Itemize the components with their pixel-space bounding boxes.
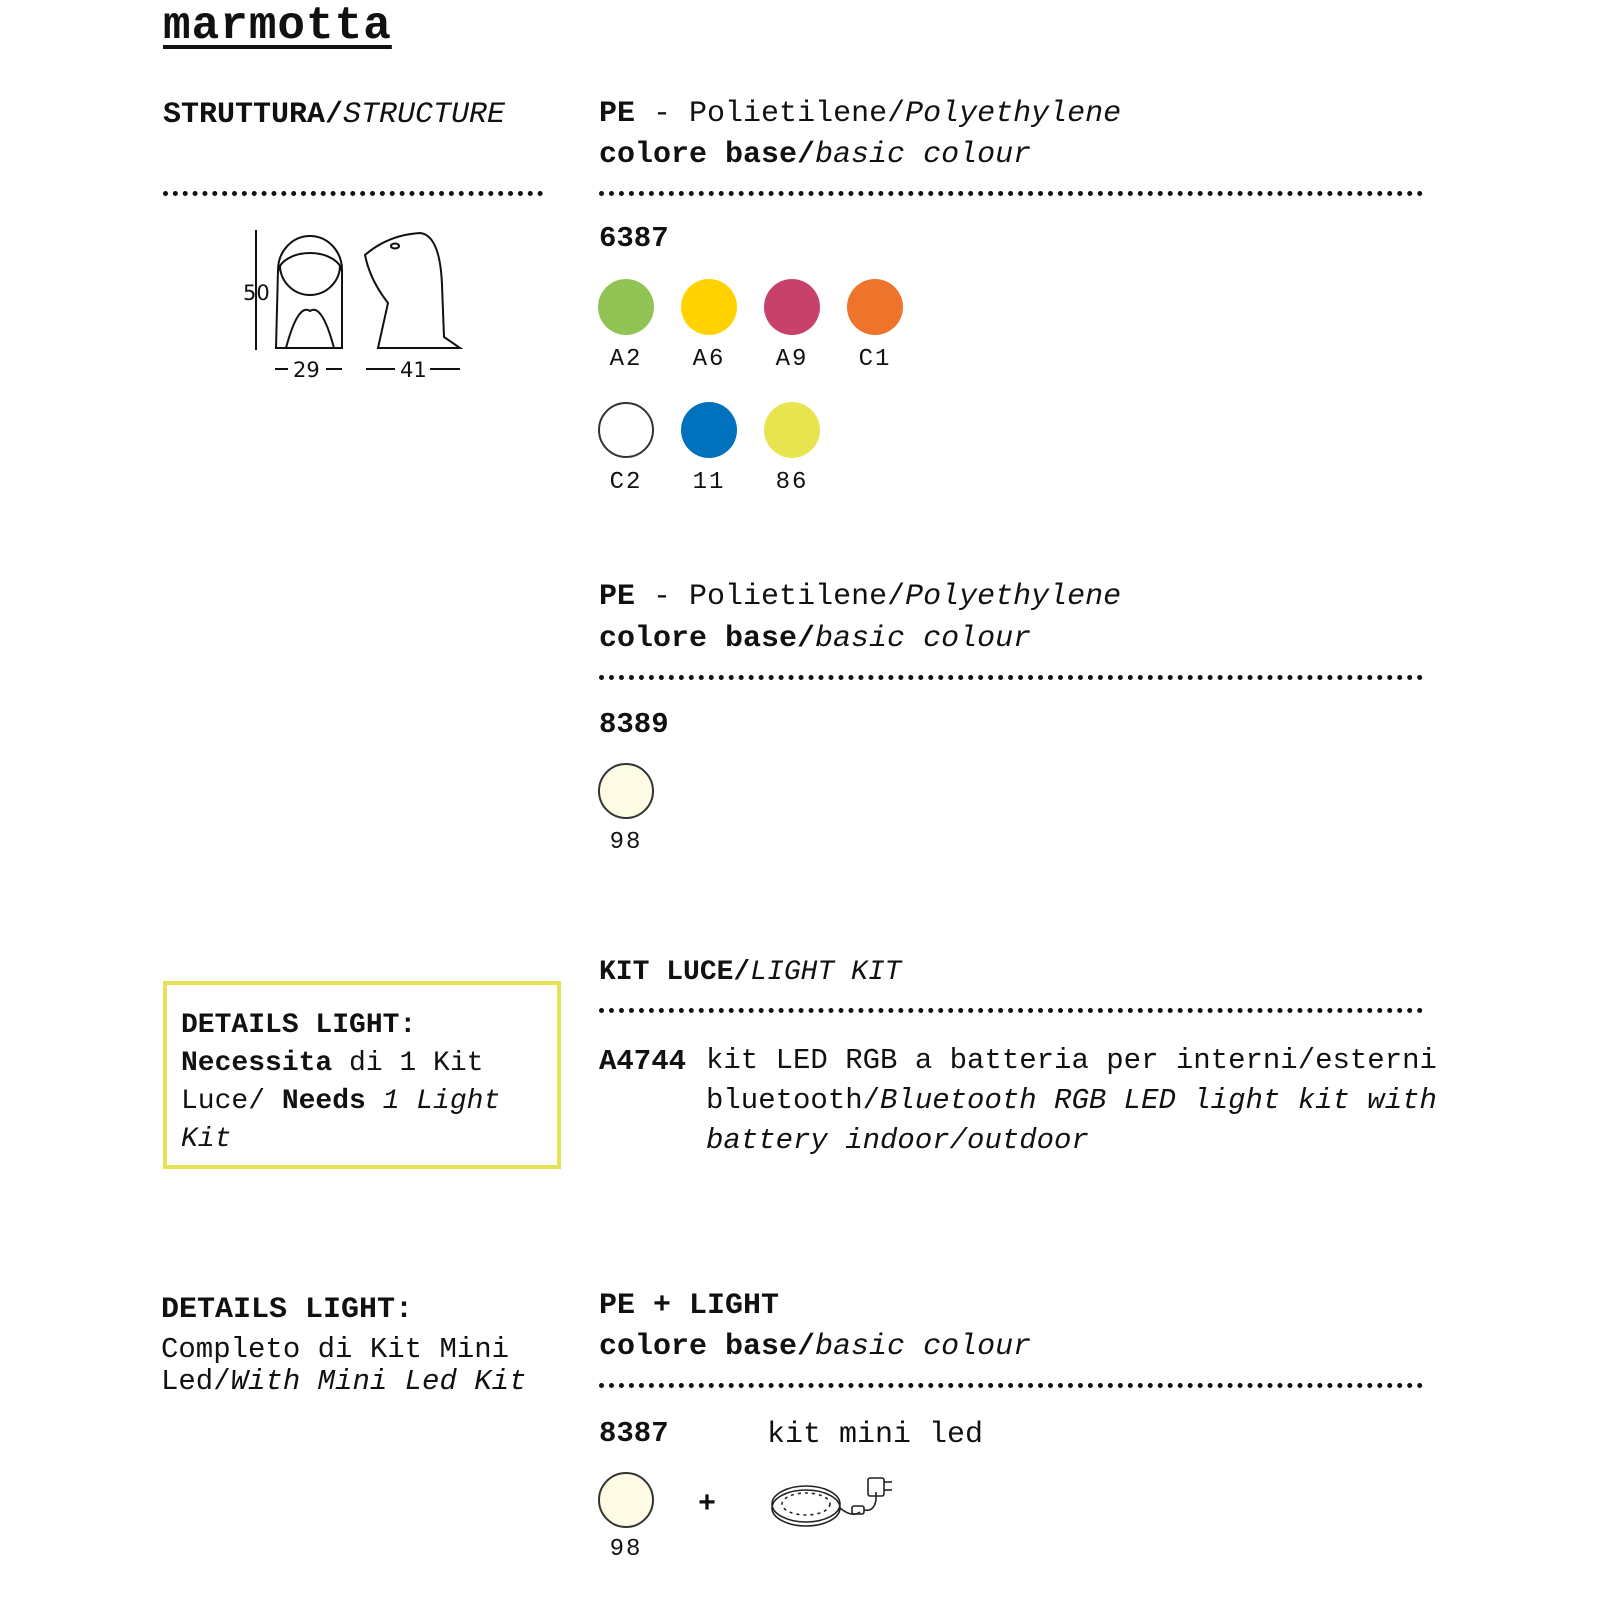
colour-swatch (847, 279, 903, 335)
colour-en: basic colour (815, 1330, 1032, 1364)
colour-swatch (764, 402, 820, 458)
details-plain-italic: With Mini Led Kit (230, 1365, 527, 1398)
details-text: di 1 Kit (332, 1048, 484, 1079)
material-it: Polietilene/ (689, 97, 906, 131)
colour-it: colore base/ (599, 138, 816, 172)
plus-sign: + (698, 1488, 717, 1522)
colour-line (599, 1327, 1031, 1367)
mini-led-kit-icon (768, 1470, 908, 1534)
colour-line (599, 619, 1031, 659)
side-view-outline (365, 233, 460, 348)
material-it: Polietilene/ (689, 580, 906, 614)
light-kit-label-it: KIT LUCE/ (599, 957, 751, 988)
divider (599, 191, 1423, 196)
divider (599, 1008, 1423, 1013)
colour-code: A6 (692, 346, 726, 373)
page-title: marmotta (163, 0, 392, 52)
details-line-2 (181, 1083, 543, 1121)
light-kit-italic: Bluetooth RGB LED light kit with (880, 1084, 1437, 1117)
product-ref: 8387 (599, 1417, 669, 1450)
colour-it: colore base/ (599, 622, 816, 656)
pe-light-label: PE + LIGHT (599, 1289, 780, 1323)
details-light-box (163, 981, 561, 1169)
details-line-3: Kit (181, 1124, 232, 1155)
details-heading: DETAILS LIGHT: (181, 1010, 417, 1041)
colour-code: C2 (609, 469, 643, 496)
colour-code: 98 (609, 829, 643, 856)
light-kit-code: A4744 (599, 1045, 687, 1078)
material-line (599, 94, 1121, 134)
light-kit-label (599, 953, 901, 993)
product-ref: 6387 (599, 222, 669, 255)
colour-swatch (598, 1472, 654, 1528)
colour-code: 11 (692, 469, 726, 496)
colour-swatch (681, 279, 737, 335)
details-text: Luce/ (181, 1086, 282, 1117)
colour-line (599, 135, 1031, 175)
product-dimension-drawing (230, 225, 480, 390)
colour-en: basic colour (815, 622, 1032, 656)
light-kit-line-1: kit LED RGB a batteria per interni/esterni (706, 1044, 1437, 1077)
colour-swatch (764, 279, 820, 335)
colour-swatch (598, 279, 654, 335)
height-dimension: 50 (243, 281, 270, 305)
light-kit-label-en: LIGHT KIT (750, 957, 902, 988)
width-dimension: 41 (400, 358, 427, 382)
material-en: Polyethylene (905, 97, 1122, 131)
material-line (599, 577, 1121, 617)
material-sep: - (653, 580, 690, 614)
details-heading: DETAILS LIGHT: (161, 1293, 414, 1327)
light-kit-description (706, 1041, 1437, 1161)
structure-label-it: STRUTTURA/ (163, 98, 344, 132)
material-code: PE (599, 580, 636, 614)
details-plain-text-a: Led/ (161, 1365, 231, 1398)
details-bold: Necessita (181, 1048, 333, 1079)
light-kit-line-2 (706, 1081, 1437, 1121)
structure-label (163, 95, 505, 135)
material-sep: - (653, 97, 690, 131)
details-plain-line-2 (161, 1366, 526, 1398)
colour-swatch (681, 402, 737, 458)
light-kit-line-3: battery indoor/outdoor (706, 1124, 1089, 1157)
material-en: Polyethylene (905, 580, 1122, 614)
light-kit-text: bluetooth/ (706, 1084, 881, 1117)
colour-en: basic colour (815, 138, 1032, 172)
colour-swatch (598, 402, 654, 458)
kit-mini-led-label: kit mini led (767, 1418, 984, 1452)
colour-swatch (598, 763, 654, 819)
divider (599, 1383, 1423, 1388)
details-plain-text (161, 1334, 526, 1398)
structure-label-en: STRUCTURE (343, 98, 506, 132)
divider (599, 675, 1423, 680)
colour-code: A2 (609, 346, 643, 373)
colour-it: colore base/ (599, 1330, 816, 1364)
details-line-1 (181, 1045, 543, 1083)
colour-code: C1 (858, 346, 892, 373)
product-ref: 8389 (599, 708, 669, 741)
colour-code: 98 (609, 1536, 643, 1563)
material-code: PE (599, 97, 636, 131)
details-bold: Needs (281, 1086, 366, 1117)
divider (163, 191, 543, 196)
colour-code: A9 (775, 346, 809, 373)
details-italic: 1 Light (365, 1086, 501, 1117)
colour-code: 86 (775, 469, 809, 496)
details-plain-line-1: Completo di Kit Mini (161, 1333, 510, 1366)
depth-dimension: 29 (293, 358, 320, 382)
